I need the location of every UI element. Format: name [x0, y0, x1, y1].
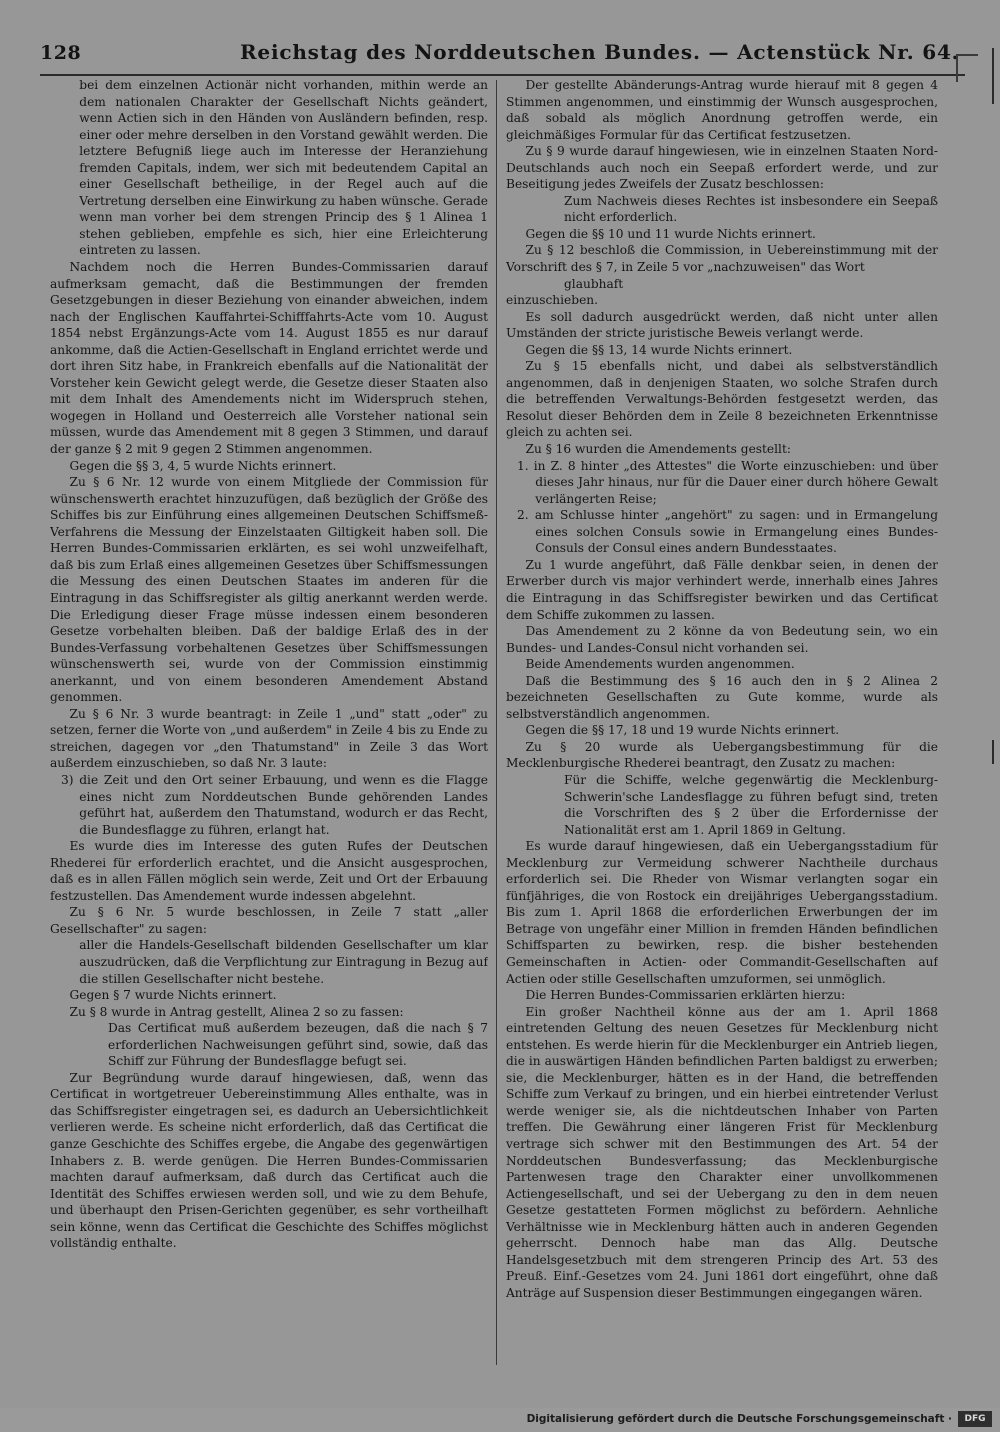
paragraph: Daß die Bestimmung des § 16 auch den in § 2 Alinea 2 bezeichneten Gesellschaften zu Gute komme, wurde als selbstverständlich angenommen. — [506, 673, 938, 721]
page-header — [40, 40, 965, 76]
margin-mark — [992, 48, 994, 104]
quoted-provision: Zum Nachweis dieses Rechtes ist insbesondere ein Seepaß nicht erforderlich. — [564, 193, 938, 225]
paragraph: Es soll dadurch ausgedrückt werden, daß nicht unter allen Umständen der stricte juristische Beweis verlangt werde. — [506, 309, 938, 341]
margin-mark — [992, 740, 994, 764]
paragraph: Zu § 16 wurden die Amendements gestellt: — [525, 442, 791, 457]
quoted-provision: Das Certificat muß außerdem bezeugen, daß die nach § 7 erforderlichen Nachweisungen geführt sind, sowie, daß das Schiff zur Führung der Bundesflagge befugt sei. — [108, 1021, 488, 1069]
paragraph: Zu § 15 ebenfalls nicht, und dabei als selbstverständlich angenommen, daß in denjenigen Staaten, wo solche Strafen durch die betreffenden Verwaltungs-Behörden festgesetzt werden, das Resolut dieser Behörden dem in Zeile 8 bezeichneten Erkenntnisse gleich zu achten sei. — [506, 359, 938, 440]
paragraph: Gegen die §§ 13, 14 wurde Nichts erinnert. — [525, 342, 793, 357]
amendment-item: 2. am Schlusse hinter „angehört" zu sagen: und in Ermangelung eines solchen Consuls sowie in Ermangelung eines Bundes-Consuls der Consul eines andern Bundesstaates. — [516, 508, 938, 556]
paragraph: Es wurde darauf hingewiesen, daß ein Uebergangsstadium für Mecklenburg zur Vermeidung schwerer Nachtheile durchaus erforderlich sei. Die Rheder von Wismar verlangten sogar ein fünfjähriges, die von Rostock ein dreijähriges Uebergangsstadium. Bis zum 1. April 1868 die erforderlichen Erwerbungen der im Betrage von ungefähr einer Million in fremden Händen befindlichen Schiffsparten zu bewirken, resp. die bisher bestehenden Gemeinschaften in Actien- oder Commandit-Gesellschaften auf Actien oder stille Gesellschaften umzuformen, sei unmöglich. — [506, 839, 938, 986]
paragraph: einzuschieben. — [506, 293, 599, 308]
paragraph: Gegen die §§ 3, 4, 5 wurde Nichts erinnert. — [69, 458, 337, 473]
inserted-word: glaubhaft — [564, 276, 624, 291]
right-column — [506, 77, 938, 1362]
scan-corner-mark — [956, 54, 978, 82]
paragraph: Es wurde dies im Interesse des guten Rufes der Deutschen Rhederei für erforderlich erachtet, und die Ansicht ausgesprochen, daß es in allen Fällen möglich sein werde, Zeit und Ort der Erbauung festzustellen. Das Amendement wurde indessen abgelehnt. — [50, 839, 488, 903]
paragraph: Zu § 20 wurde als Uebergangsbestimmung für die Mecklenburgische Rhederei beantragt, den Zusatz zu machen: — [506, 739, 938, 771]
quoted-provision: 3) die Zeit und den Ort seiner Erbauung, und wenn es die Flagge eines nicht zum Norddeutschen Bunde gehörenden Landes geführt hat, außerdem den Thatumstand, wodurch er das Recht, die Bundesflagge zu führen, erlangt hat. — [60, 772, 488, 837]
paragraph: Nachdem noch die Herren Bundes-Commissarien darauf aufmerksam gemacht, daß die Bestimmungen der fremden Gesetzgebungen in dieser Beziehung von einander abweichen, indem nach der Englischen Kauffahrtei-Schifffahrts-Acte vom 10. August 1854 nebst Ergänzungs-Acte vom 14. August 1855 es nur darauf ankomme, daß die Actien-Gesellschaft in England errichtet werde und dort ihren Sitz habe, in Frankreich ebenfalls auf die Nationalität der Vorsteher kein Gewicht gelegt werde, die Gesetze dieser Staaten also mit dem Inhalt des Amendements nicht im Widerspruch stehen, wogegen in Holland und Oesterreich alle Vorsteher national sein müssen, wurde das Amendement mit 8 gegen 3 Stimmen, und darauf der ganze § 2 mit 9 gegen 2 Stimmen angenommen. — [50, 260, 488, 457]
paragraph: Die Herren Bundes-Commissarien erklärten hierzu: — [525, 988, 846, 1003]
running-title: Reichstag des Norddeutschen Bundes. — Actenstück Nr. 64. — [240, 40, 960, 64]
paragraph: Zu § 12 beschloß die Commission, in Uebereinstimmung mit der Vorschrift des § 7, in Zeile 5 vor „nachzuweisen" das Wort — [506, 243, 938, 275]
paragraph: Gegen die §§ 10 und 11 wurde Nichts erinnert. — [525, 226, 816, 241]
left-column — [50, 77, 488, 1362]
paragraph: Der gestellte Abänderungs-Antrag wurde hierauf mit 8 gegen 4 Stimmen angenommen, und einstimmig der Wunsch ausgesprochen, daß sobald als möglich Anordnung getroffen werde, ein gleichmäßiges Formular für das Certificat festzusetzen. — [506, 78, 938, 142]
column-divider — [496, 80, 497, 1365]
quoted-provision: Für die Schiffe, welche gegenwärtig die Mecklenburg-Schwerin'sche Landesflagge zu führen befugt sind, treten die Vorschriften des § 2 über die Erfordernisse der Nationalität erst am 1. April 1869 in Geltung. — [564, 772, 938, 837]
digitization-footer — [0, 1408, 1000, 1432]
paragraph: Zu 1 wurde angeführt, daß Fälle denkbar seien, in denen der Erwerber durch vis major verhindert werde, innerhalb eines Jahres die Eintragung in das Schiffsregister bewirken und das Certificat dem Schiffe zukommen zu lassen. — [506, 557, 938, 622]
amendment-item: 1. in Z. 8 hinter „des Attestes" die Worte einzuschieben: und über dieses Jahr hinaus, nur für die Dauer einer durch höhere Gewalt verlängerten Reise; — [516, 458, 938, 506]
paragraph: bei dem einzelnen Actionär nicht vorhanden, mithin werde an dem nationalen Charakter der Gesellschaft Nichts geändert, wenn Actien sich in den Händen von Ausländern befinden, resp. einer oder mehre derselben in den Vorstand gewählt werden. Die letztere Befugniß liege auch im Interesse der Heranziehung fremden Capitals, indem, wer sich mit bedeutendem Capital an einer Gesellschaft betheilige, in der Regel auch auf die Vertretung derselben eine Einwirkung zu haben wünsche. Gerade wenn man vorher bei dem strengen Princip des § 1 Alinea 1 stehen geblieben, empfehle es sich, hier eine Erleichterung eintreten zu lassen. — [79, 78, 488, 258]
paragraph: Beide Amendements wurden angenommen. — [525, 657, 795, 672]
paragraph: Zur Begründung wurde darauf hingewiesen, daß, wenn das Certificat in wortgetreuer Uebereinstimmung Alles enthalte, was in das Schiffsregister eingetragen sei, es dadurch an Uebersichtlichkeit verlieren werde. Es scheine nicht erforderlich, daß das Certificat die ganze Geschichte des Schiffes ergebe, die Angabe des gegenwärtigen Inhabers z. B. werde genügen. Die Herren Bundes-Commissarien machten darauf aufmerksam, daß durch das Certificat auch die Identität des Schiffes erwiesen werden soll, und wie zu dem Behufe, und überhaupt den Prisen-Gerichten gegenüber, es sehr vortheilhaft sein könne, wenn das Certificat die Geschichte des Schiffes möglichst vollständig enthalte. — [50, 1070, 488, 1251]
paragraph: Gegen § 7 wurde Nichts erinnert. — [69, 988, 277, 1003]
paragraph: Ein großer Nachtheil könne aus der am 1. April 1868 eintretenden Geltung des neuen Gesetzes für Mecklenburg nicht entstehen. Es werde hierin für die Mecklenburger ein Antrieb liegen, die in auswärtigen Händen befindlichen Parten baldigst zu erwerben; sie, die Mecklenburger, hätten es in der Hand, die betreffenden Schiffe zum Verkauf zu bringen, und ein hierbei eintretender Verlust werde weniger sie, als die nichtdeutschen Inhaber von Parten treffen. Die Gewährung einer längeren Frist für Mecklenburg vertrage sich schwer mit den Bestimmungen des Art. 54 der Norddeutschen Bundesverfassung; das Mecklenburgische Partenwesen trage den Charakter einer unvollkommenen Actiengesellschaft, und sei der Uebergang zu den in dem neuen Gesetze gestatteten Formen möglichst zu befördern. Aehnliche Verhältnisse wie in Mecklenburg hätten auch in anderen Gegenden geherrscht. Dennoch habe man das Allg. Deutsche Handelsgesetzbuch mit dem strengeren Princip des Art. 53 des Preuß. Einf.-Gesetzes vom 24. Juni 1861 dort eingeführt, ohne daß Anträge auf Suspension dieser Bestimmungen eingegangen wären. — [506, 1004, 938, 1300]
paragraph: Zu § 6 Nr. 3 wurde beantragt: in Zeile 1 „und" statt „oder" zu setzen, ferner die Worte von „und außerdem" in Zeile 4 bis zu Ende zu streichen, dagegen vor „den Thatumstand" in Zeile 3 das Wort außerdem einzuschieben, so daß Nr. 3 laute: — [50, 706, 488, 771]
paragraph: Zu § 6 Nr. 5 wurde beschlossen, in Zeile 7 statt „aller Gesellschafter" zu sagen: — [50, 905, 488, 936]
page-number: 128 — [40, 42, 82, 64]
paragraph: Gegen die §§ 17, 18 und 19 wurde Nichts erinnert. — [525, 723, 840, 738]
paragraph: Das Amendement zu 2 könne da von Bedeutung sein, wo ein Bundes- und Landes-Consul nicht vorhanden sei. — [506, 624, 938, 655]
dfg-logo: DFG — [958, 1411, 992, 1427]
paragraph: Zu § 6 Nr. 12 wurde von einem Mitgliede der Commission für wünschenswerth erachtet hinzuzufügen, daß bezüglich der Größe des Schiffes bis zur Einführung eines allgemeinen Deutschen Schiffsmeß-Verfahrens die Messung der Einzelstaaten Giltigkeit haben soll. Die Herren Bundes-Commissarien erklärten, es sei wohl unzweifelhaft, daß bis zum Erlaß eines allgemeinen Gesetzes über Schiffsmessungen die Messung des einen Deutschen Staates im anderen für die Eintragung in das Schiffsregister als giltig anerkannt werden werde. Die Erledigung dieser Frage müsse indessen einem besonderen Gesetze vorbehalten bleiben. Daß der baldige Erlaß des in der Bundes-Verfassung vorbehaltenen Gesetzes über Schiffsmessungen wünschenswerth sei, wurde von der Commission einstimmig anerkannt, und von einem besonderen Amendement Abstand genommen. — [50, 475, 488, 705]
footer-credit: Digitalisierung gefördert durch die Deutsche Forschungsgemeinschaft · — [526, 1413, 952, 1425]
quoted-provision: aller die Handels-Gesellschaft bildenden Gesellschafter um klar auszudrücken, daß die Verpflichtung zur Eintragung in Bezug auf die stillen Gesellschafter nicht bestehe. — [79, 938, 488, 986]
paragraph: Zu § 9 wurde darauf hingewiesen, wie in einzelnen Staaten Nord-Deutschlands auch noch ein Seepaß erfordert werde, und zur Beseitigung jedes Zweifels der Zusatz beschlossen: — [506, 144, 938, 192]
paragraph: Zu § 8 wurde in Antrag gestellt, Alinea 2 so zu fassen: — [69, 1004, 404, 1019]
